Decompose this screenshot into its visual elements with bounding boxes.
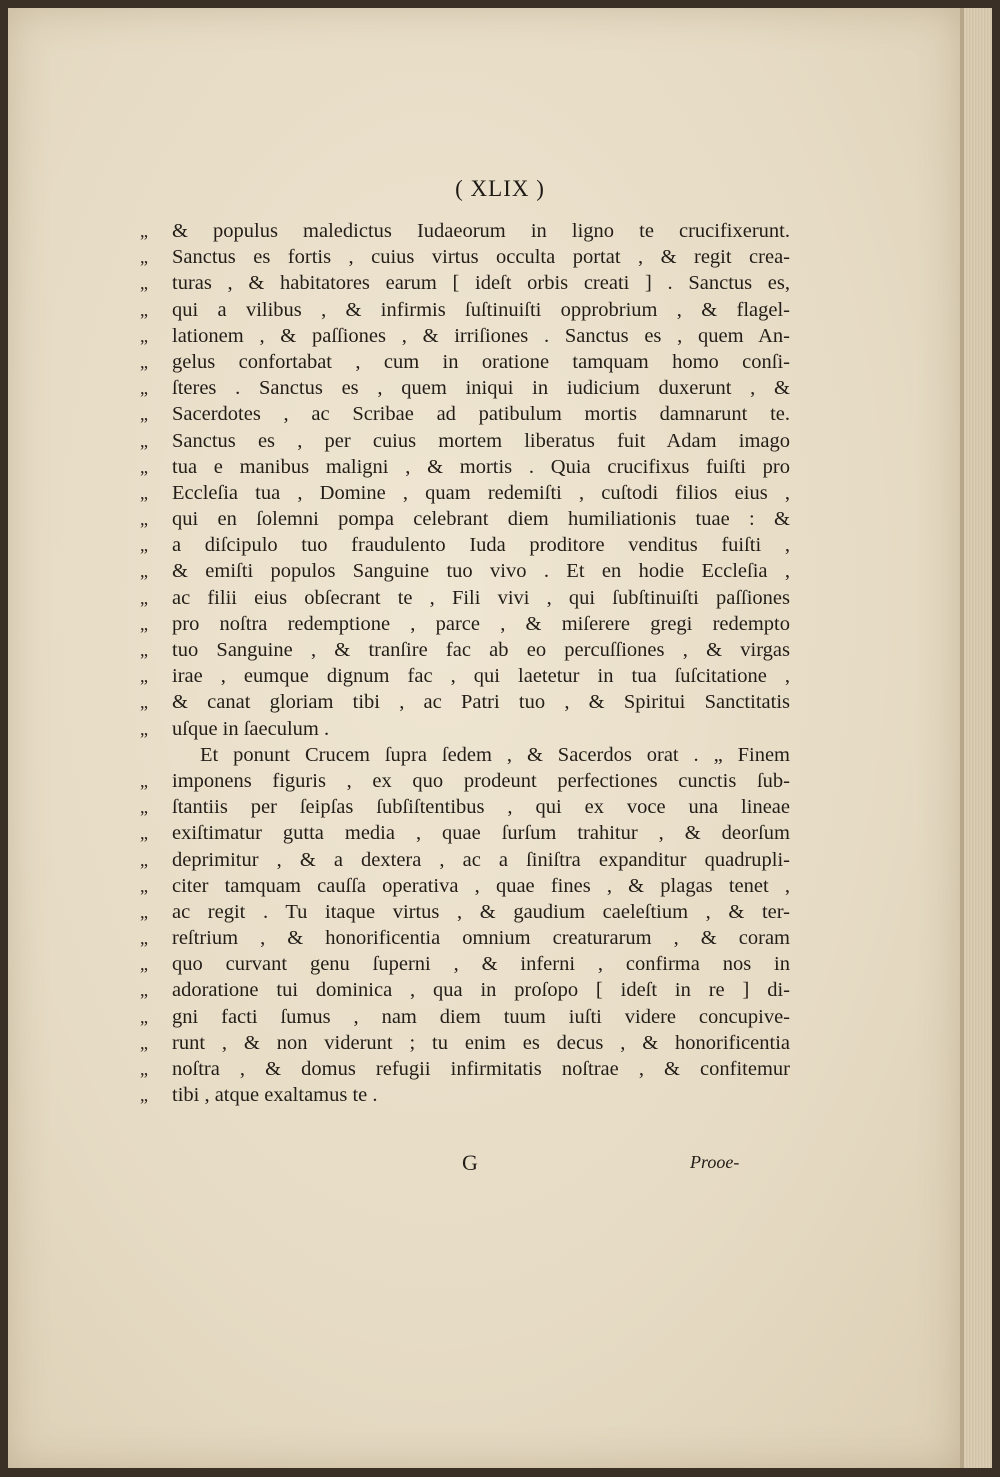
text-line [140, 454, 790, 480]
line-text: tua e manibus maligni , & mortis . Quia crucifixus fuiſti pro [172, 455, 790, 478]
line-text: reſtrium , & honorificentia omnium creaturarum , & coram [172, 927, 790, 950]
quotation-mark: „ [140, 770, 148, 791]
quotation-mark: „ [140, 299, 148, 320]
quotation-mark: „ [140, 535, 148, 556]
line-text: qui en ſolemni pompa celebrant diem humiliationis tuae : & [172, 508, 790, 531]
line-text: a diſcipulo tuo fraudulento Iuda proditore venditus fuiſti , [172, 534, 790, 557]
catchword: Prooe- [690, 1152, 740, 1172]
line-text: adoratione tui dominica , qua in proſopo [ ideſt in re ] di- [172, 979, 790, 1002]
quotation-mark: „ [140, 901, 148, 922]
body-text [140, 218, 790, 1108]
quotation-mark: „ [140, 980, 148, 1001]
line-text: lationem , & paſſiones , & irriſiones . Sanctus es , quem An- [172, 324, 790, 347]
quotation-mark: „ [140, 430, 148, 451]
quotation-mark: „ [140, 954, 148, 975]
line-text: gni facti ſumus , nam diem tuum iuſti videre concupive- [172, 1005, 790, 1028]
line-text: qui a vilibus , & infirmis ſuſtinuiſti opprobrium , & flagel- [172, 298, 790, 321]
text-line [140, 218, 790, 244]
line-text: tuo Sanguine , & tranſire fac ab eo percuſſiones , & virgas [172, 639, 790, 661]
text-line [140, 847, 790, 873]
line-text: exiſtimatur gutta media , quae ſurſum trahitur , & deorſum [172, 822, 790, 845]
page-edges [960, 8, 992, 1468]
quotation-mark: „ [140, 1032, 148, 1053]
text-line [140, 925, 790, 951]
text-line [140, 689, 790, 715]
quotation-mark: „ [140, 797, 148, 818]
line-text: runt , & non viderunt ; tu enim es decus , & honorificentia [172, 1031, 790, 1054]
line-text: ſtantiis per ſeipſas ſubſiſtentibus , qui ex voce una lineae [172, 796, 790, 819]
quotation-mark: „ [140, 325, 148, 346]
line-text: irae , eumque dignum fac , qui laetetur in tua ſuſcitatione , [172, 665, 790, 688]
quotation-mark: „ [140, 482, 148, 503]
quotation-mark: „ [140, 928, 148, 949]
quotation-mark: „ [140, 718, 148, 739]
line-text: ac filii eius obſecrant te , Fili vivi , qui ſubſtinuiſti paſſiones [172, 586, 790, 609]
text-line [140, 428, 790, 454]
quotation-mark: „ [140, 666, 148, 687]
page-number-header: ( XLIX ) [455, 176, 545, 201]
text-line [140, 820, 790, 846]
text-line [140, 716, 790, 742]
quotation-mark: „ [140, 849, 148, 870]
text-line [140, 323, 790, 349]
text-line [140, 742, 790, 768]
text-line [140, 611, 790, 637]
text-line [140, 873, 790, 899]
quotation-mark: „ [140, 640, 148, 660]
quotation-mark: „ [140, 378, 148, 399]
quotation-mark: „ [140, 247, 148, 268]
line-text: citer tamquam cauſſa operativa , quae fines , & plagas tenet , [172, 874, 790, 897]
quotation-mark: „ [140, 561, 148, 582]
text-line [140, 532, 790, 558]
quotation-mark: „ [140, 1059, 148, 1079]
quotation-mark: „ [140, 692, 148, 713]
text-line [140, 951, 790, 977]
line-text: tibi , atque exaltamus te . [172, 1084, 378, 1107]
line-text: Sanctus es fortis , cuius virtus occulta portat , & regit crea- [172, 246, 790, 269]
quotation-mark: „ [140, 1085, 148, 1106]
text-line [140, 506, 790, 532]
quotation-mark: „ [140, 1006, 148, 1027]
line-text: Sacerdotes , ac Scribae ad patibulum mortis damnarunt te. [172, 403, 790, 426]
signature-mark: G [462, 1150, 478, 1175]
text-line [140, 480, 790, 506]
line-text: noſtra , & domus refugii infirmitatis noſtrae , & confitemur [172, 1058, 790, 1080]
quotation-mark: „ [140, 613, 148, 634]
text-line [140, 244, 790, 270]
line-text: gelus confortabat , cum in oratione tamquam homo conſi- [172, 350, 790, 373]
page-fold [960, 8, 964, 1468]
line-text: imponens figuris , ex quo prodeunt perfectiones cunctis ſub- [172, 769, 790, 792]
quotation-mark: „ [140, 823, 148, 844]
text-line [140, 977, 790, 1003]
line-text: & emiſti populos Sanguine tuo vivo . Et en hodie Eccleſia , [172, 560, 790, 583]
line-text: Et ponunt Crucem ſupra ſedem , & Sacerdos orat . „ Finem [200, 743, 790, 766]
line-text: Eccleſia tua , Domine , quam redemiſti , cuſtodi filios eius , [172, 481, 790, 504]
text-line [140, 637, 790, 663]
text-line [140, 558, 790, 584]
line-text: Sanctus es , per cuius mortem liberatus fuit Adam imago [172, 429, 790, 452]
quotation-mark: „ [140, 587, 148, 608]
line-text: ſteres . Sanctus es , quem iniqui in iudicium duxerunt , & [172, 377, 790, 400]
quotation-mark: „ [140, 456, 148, 477]
line-text: quo curvant genu ſuperni , & inferni , confirma nos in [172, 953, 790, 976]
text-line [140, 768, 790, 794]
text-line [140, 270, 790, 296]
text-line [140, 1030, 790, 1056]
text-line [140, 1082, 790, 1108]
text-line [140, 349, 790, 375]
line-text: & populus maledictus Iudaeorum in ligno te crucifixerunt. [172, 220, 790, 242]
quotation-mark: „ [140, 273, 148, 294]
text-line [140, 1056, 790, 1082]
text-line [140, 663, 790, 689]
text-line [140, 375, 790, 401]
quotation-mark: „ [140, 509, 148, 530]
text-line [140, 401, 790, 427]
quotation-mark: „ [140, 351, 148, 372]
line-text: ac regit . Tu itaque virtus , & gaudium caeleſtium , & ter- [172, 900, 790, 923]
text-line [140, 1004, 790, 1030]
line-text: pro noſtra redemptione , parce , & miſerere gregi redempto [172, 612, 790, 635]
line-text: deprimitur , & a dextera , ac a ſiniſtra expanditur quadrupli- [172, 848, 790, 871]
quotation-mark: „ [140, 404, 148, 425]
quotation-mark: „ [140, 221, 148, 241]
text-line [140, 297, 790, 323]
text-line [140, 585, 790, 611]
page-footer [0, 1150, 1000, 1180]
text-line [140, 794, 790, 820]
line-text: uſque in ſaeculum . [172, 717, 330, 740]
line-text: & canat gloriam tibi , ac Patri tuo , & Spiritui Sanctitatis [172, 691, 790, 714]
line-text: turas , & habitatores earum [ ideſt orbis creati ] . Sanctus es, [172, 272, 790, 295]
quotation-mark: „ [140, 875, 148, 896]
text-line [140, 899, 790, 925]
